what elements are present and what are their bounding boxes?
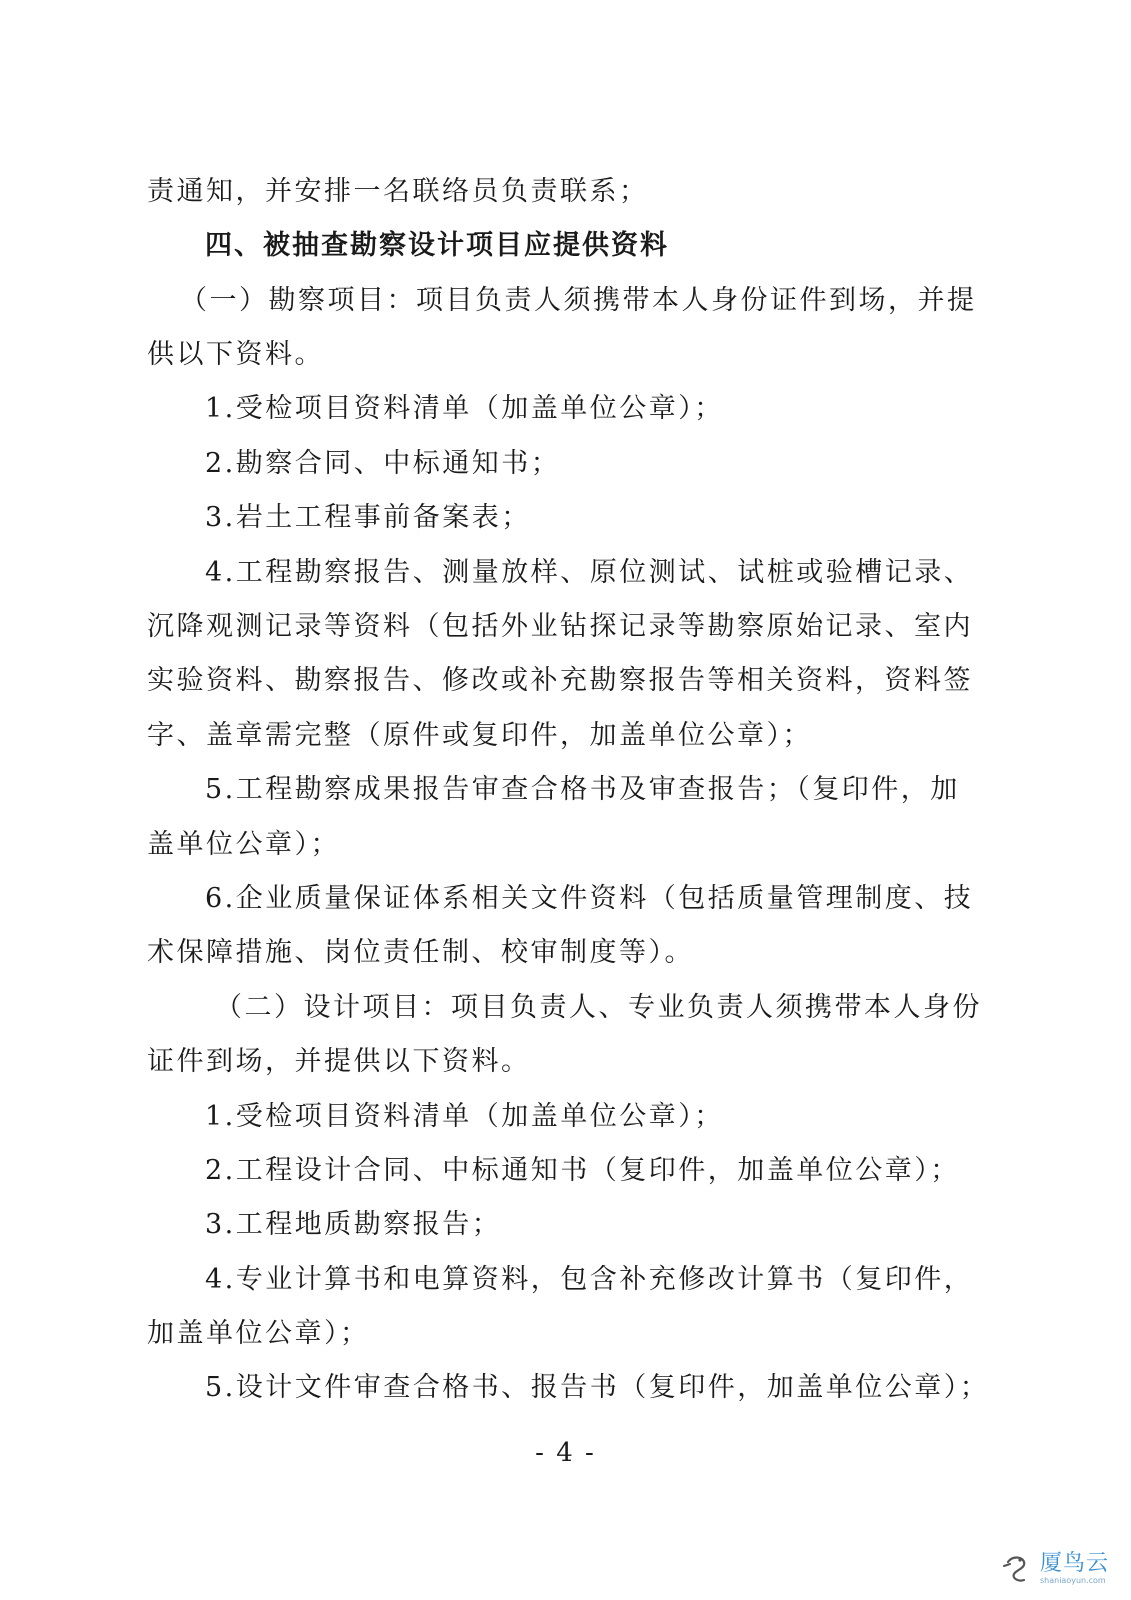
- section-heading-4: 四、被抽查勘察设计项目应提供资料: [205, 230, 669, 261]
- subsection-heading-survey: （一）勘察项目：项目负责人须携带本人身份证件到场，并提: [180, 285, 977, 316]
- design-item-3: 3.工程地质勘察报告；: [205, 1209, 502, 1240]
- survey-item-2: 2.勘察合同、中标通知书；: [205, 448, 561, 479]
- page-number: - 4 -: [535, 1438, 596, 1468]
- text-line-9: 沉降观测记录等资料（包括外业钻探记录等勘察原始记录、室内: [147, 611, 973, 642]
- text-line-17: 证件到场，并提供以下资料。: [147, 1046, 531, 1077]
- text-line-1: 责通知，并安排一名联络员负责联系；: [147, 176, 649, 207]
- watermark: [1000, 1552, 1109, 1586]
- survey-item-1: 1.受检项目资料清单（加盖单位公章）；: [205, 393, 724, 424]
- survey-item-4: 4.工程勘察报告、测量放样、原位测试、试桩或验槽记录、: [205, 557, 974, 588]
- text-line-4: 供以下资料。: [147, 339, 324, 370]
- subsection-heading-design: （二）设计项目：项目负责人、专业负责人须携带本人身份: [215, 992, 982, 1023]
- watermark-brand: 厦鸟云: [1039, 1551, 1109, 1576]
- watermark-url: shaniaoyun.com: [1039, 1576, 1106, 1585]
- text-line-22: 加盖单位公章）；: [147, 1318, 370, 1349]
- survey-item-5: 5.工程勘察成果报告审查合格书及审查报告；（复印件，加: [205, 774, 960, 805]
- text-line-11: 字、盖章需完整（原件或复印件，加盖单位公章）；: [147, 720, 812, 751]
- bird-logo-icon: [1000, 1552, 1034, 1586]
- survey-item-6: 6.企业质量保证体系相关文件资料（包括质量管理制度、技: [205, 883, 974, 914]
- survey-item-3: 3.岩土工程事前备案表；: [205, 502, 531, 533]
- design-item-2: 2.工程设计合同、中标通知书（复印件，加盖单位公章）；: [205, 1155, 960, 1186]
- text-line-10: 实验资料、勘察报告、修改或补充勘察报告等相关资料，资料签: [147, 665, 973, 696]
- design-item-1: 1.受检项目资料清单（加盖单位公章）；: [205, 1101, 724, 1132]
- text-line-13: 盖单位公章）；: [147, 829, 340, 860]
- text-line-15: 术保障措施、岗位责任制、校审制度等）。: [147, 937, 694, 968]
- design-item-4: 4.专业计算书和电算资料，包含补充修改计算书（复印件，: [205, 1264, 974, 1295]
- design-item-5: 5.设计文件审查合格书、报告书（复印件，加盖单位公章）；: [205, 1372, 990, 1403]
